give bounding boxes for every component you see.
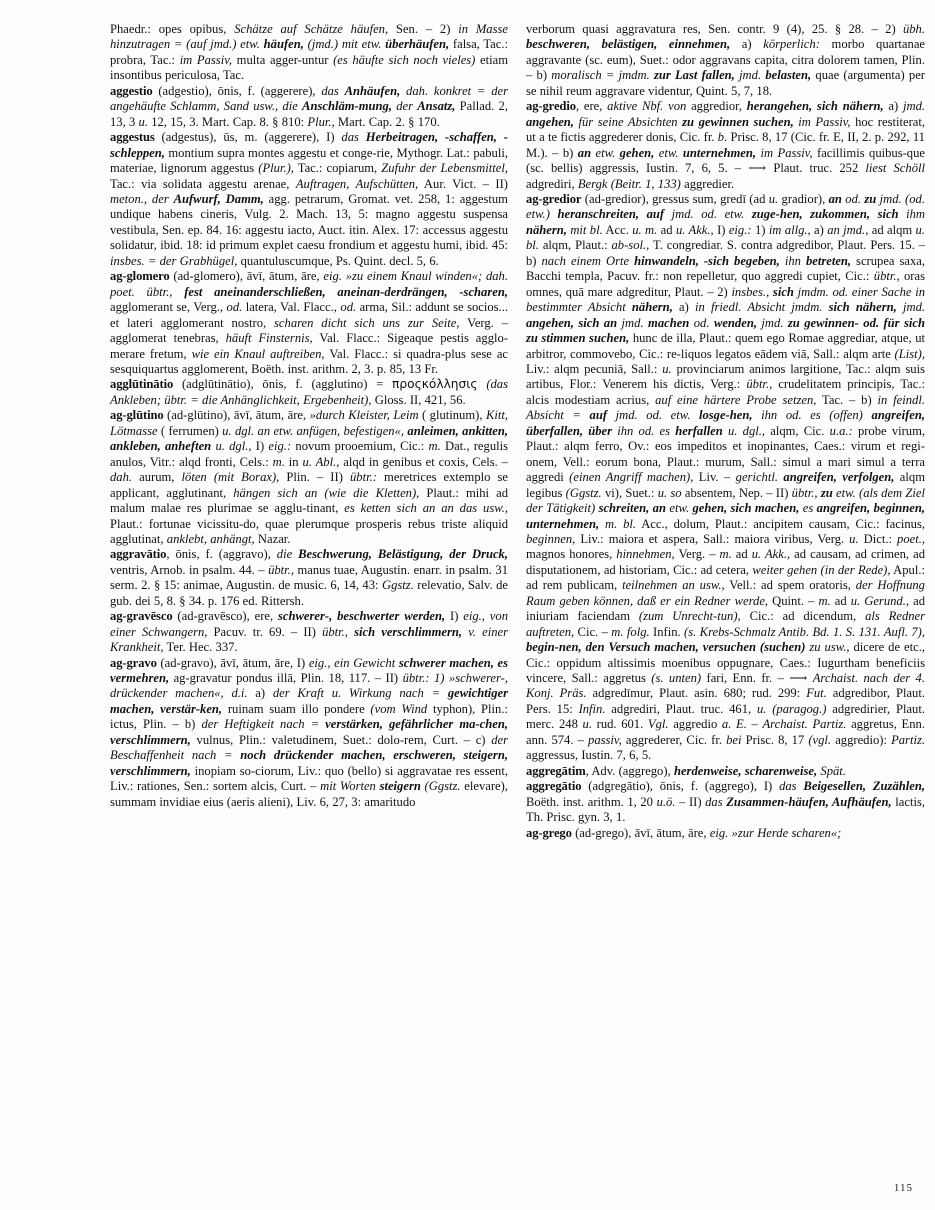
dictionary-entry: aggravātio, ōnis, f. (aggravo), die Beschwerung, Belästigung, der Druck, ventris, Arnob. in psalm. 44. – übtr., manus tuae, Augustin. enarr. in psalm. 31 serm. 2. § 15: animae, Augustin. de music. 6, 14, 43: Ggstz. relevatio, Salv. de gub. dei 5, 8. § 34. p. 176 ed. Rittersh. bbox=[110, 547, 509, 608]
left-column bbox=[110, 22, 508, 1172]
dictionary-entry: ag-gredior (ad-gredior), gressus sum, gredī (ad u. gradior), an od. zu jmd. (od. etw.) heranschreiten, auf jmd. od. etw. zuge-hen, zukommen, sich ihm nähern, mit bl. Acc. u. m. ad u. Akk., I) eig.: 1) im allg., a) an jmd., ad alqm u. bl. alqm, Plaut.: ab-sol., T. congrediar. S. contra adgredibor, Plaut. Pers. 15. – b) nach einem Orte hinwandeln, -sich begeben, ihn betreten, scrupea saxa, Bacchi templa, Pacuv. fr.: non repelletur, quo aggredi cupiet, Cic.: übtr., oras omnes, quā mare adgreditur, Plaut. – 2) insbes., sich jmdm. od. einer Sache in bestimmter Absicht nähern, a) in friedl. Absicht jmdm. sich nähern, jmd. angehen, sich an jmd. machen od. wenden, jmd. zu gewinnen- od. für sich zu stimmen suchen, hunc de illa, Plaut.: quem ego Romae aggrediar, atque, ut arbitror, commovebo, Cic.: re-liquos legatos eādem viā, Sall.: alqm arte (List), Liv.: alqm pecuniā, Sall.: u. provinciarum animos largitione, Tac.: alqm suis artibus, Flor.: Venerem his dictis, Verg.: übtr., crudelitatem principis, Tac.: alcis modestiam acrius, auf eine härtere Probe setzen, Tac. – b) in feindl. Absicht = auf jmd. od. etw. losge-hen, ihn od. es (offen) angreifen, überfallen, über ihn od. es herfallen u. dgl., alqm, Cic. u.a.: probe virum, Plaut.: alqm ferro, Ov.: eos impeditos et inopinantes, Caes.: virum et regi-onem, Vell.: eorum bona, Plaut.: murum, Sall.: simul a mari simul a terra aggredi (einen Angriff machen), Liv. – gerichtl. angreifen, verfolgen, alqm legibus (Ggstz. vi), Suet.: u. so absentem, Nep. – II) übtr., zu etw. (als dem Ziel der Tätigkeit) schreiten, an etw. gehen, sich machen, es angreifen, beginnen, unternehmen, m. bl. Acc., dolum, Plaut.: ancipitem causam, Cic.: facinus, beginnen, Liv.: maiora et aspera, Sall.: maiora viribus, Verg. u. Dict.: poet., magnos honores, hinnehmen, Verg. – m. ad u. Akk., ad causam, ad crimen, ad disputationem, ad historiam, Cic.: ad cetera, weiter gehen (in der Rede), Apul.: ad rem publicam, teilnehmen an usw., Vell.: ad spem oratoris, der Hoffnung Raum geben können, daß er ein Redner werde, Quint. – m. ad u. Gerund., ad iniuriam faciendam (zum Unrecht-tun), Cic.: ad dicendum, als Redner auftreten, Cic. – m. folg. Infin. (s. Krebs-Schmalz Antib. Bd. 1. S. 131. Aufl. 7), begin-nen, den Versuch machen, versuchen (suchen) zu usw., dicere de etc., Cic.: oppidum altissimis moenibus oppugnare, Caes.: Iugurtham beneficiis vincere, Sall.: aggretus (s. unten) fari, Enn. fr. – ⟶ Archaist. nach der 4. Konj. Präs. adgredīmur, Plaut. asin. 680; rud. 299: Fut. adgredibor, Plaut. Pers. 15: Infin. adgrediri, Plaut. truc. 461, u. (paragog.) adgredirier, Plaut. merc. 248 u. rud. 601. Vgl. aggredio a. E. – Archaist. Partiz. aggretus, Enn. ann. 574. – passiv, aggrederer, Cic. fr. bei Prisc. 8, 17 (vgl. aggredio): Partiz. aggressus, Iustin. 7, 6, 5. bbox=[526, 191, 926, 763]
dictionary-entry: ag-glūtino (ad-glūtino), āvī, ātum, āre, »durch Kleister, Leim ( glutinum), Kitt, Lötmasse ( ferrumen) u. dgl. an etw. anfügen, befestigen«, anleimen, ankitten, ankleben, anheften u. dgl., I) eig.: novum prooemium, Cic.: m. Dat., regulis anulos, Vitr.: alqd fronti, Cels.: m. in u. Abl., alqd in genibus et coxis, Cels. – dah. aurum, löten (mit Borax), Plin. – II) übtr.: meretrices extemplo se applicant, agglutinant, hängen sich an (wie die Kletten), Plaut.: mihi ad malum malae res plurimae se agglu-tinant, es ketten sich an an das usw., Plaut.: fortunae vicissitu-do, quae plerumque prosperis rebus triste aliquid agglutinat, anklebt, anhängt, Nazar. bbox=[110, 408, 509, 546]
dictionary-entry: ag-glomero (ad-glomero), āvī, ātum, āre, eig. »zu einem Knaul winden«; dah. poet. übtr., fest aneinanderschließen, aneinan-derdrängen, -scharen, agglomerant se, Verg., od. latera, Val. Flacc., od. arma, Sil.: addunt se socios... et lateri agglomerant nostro, scharen dicht sich uns zur Seite, Verg. – agglomerat tenebras, häuft Finsternis, Val. Flacc.: Sigeaque pestis agglo-merare fretum, wie ein Knaul auftreiben, Val. Flacc.: si quadra-plus sese ac sesquiquartus agglomerent, Boëth. inst. arithm. 2, 3. p. 85, 13 Fr. bbox=[110, 269, 509, 376]
dictionary-entry: ag-gredio, ere, aktive Nbf. von aggredior, herangehen, sich nähern, a) jmd. angehen, für seine Absichten zu gewinnen suchen, im Passiv, hoc restiterat, ut a te fictis aggrederer donis, Cic. fr. b. Prisc. 8, 17 (Cic. fr. E, II, 2. p. 292, 11 M.). – b) an etw. gehen, etw. unternehmen, im Passiv, facillimis quibus-que (sc. bellis) aggressis, Iustin. 7, 6, 5. – ⟶ Plaut. truc. 252 liest Schöll adgrediri, Bergk (Beitr. 1, 133) aggredier. bbox=[526, 99, 926, 191]
dictionary-entry: aggregātio (adgregātio), ōnis, f. (aggrego), I) das Beigesellen, Zuzählen, Boëth. inst. arithm. 1, 20 u.ö. – II) das Zusammen-häufen, Aufhäufen, lactis, Th. Prisc. gyn. 3, 1. bbox=[526, 779, 925, 825]
dictionary-entry: ag-grego (ad-grego), āvī, ātum, āre, eig. »zur Herde scharen«; bbox=[526, 825, 842, 840]
dictionary-entry: agglūtinātio (adglūtinātio), ōnis, f. (agglutino) = προςκόλλησις (das Ankleben; übtr. = die Anhänglichkeit, Ergebenheit), Gloss. II, 421, 56. bbox=[110, 377, 509, 407]
dictionary-entry: ag-gravēsco (ad-gravēsco), ere, schwerer-, beschwerter werden, I) eig., von einer Schwangern, Pacuv. tr. 69. – II) übtr., sich verschlimmern, v. einer Krankheit, Ter. Hec. 337. bbox=[110, 609, 508, 655]
dictionary-entry: Phaedr.: opes opibus, Schätze auf Schätze häufen, Sen. – 2) in Masse hinzutragen = (auf jmd.) etw. häufen, (jmd.) mit etw. überhäufen, falsa, Tac.: probra, Tac.: im Passiv, multa agger-untur (es häufte sich noch vieles) etiam insontibus periculosa, Tac. bbox=[110, 22, 508, 83]
right-column bbox=[526, 22, 925, 1172]
page-number: 115 bbox=[893, 1182, 913, 1194]
dictionary-entry: aggestus (adgestus), ūs, m. (aggerere), I) das Herbeitragen, -schaffen, -schleppen, montium supra montes aggestu et conge-rie, Mythogr. Lat.: pabuli, materiae, lignorum aggestus (Plur.), Tac.: copiarum, Zufuhr der Lebensmittel, Tac.: via solidata aggestu arenae, Auftragen, Aufschütten, Aur. Vict. – II) meton., der Aufwurf, Damm, agg. petrarum, Gromat. vet. 258, 1: aggestum undique habens cineris, Vulg. 2. Mach. 13, 5: magno aggestu suspensa vestibula, Sen. ep. 84. 16: aggestu iacto, Auct. itin. Alex. 17: accessus aggestu solidatur, ibid. 18: id primum explet caesu frondium et aggestu humi, ibid. 45: insbes. = der Grabhügel, quantuluscumque, Ps. Quint. decl. 5, 6. bbox=[110, 130, 508, 268]
dictionary-entry: aggestio (adgestio), ōnis, f. (aggerere), das Anhäufen, dah. konkret = der angehäufte Schlamm, Sand usw., die Anschläm-mung, der Ansatz, Pallad. 2, 13, 3 u. 12, 15, 3. Mart. Cap. 8. § 810: Plur., Mart. Cap. 2. § 170. bbox=[110, 83, 508, 129]
dictionary-entry: aggregātim, Adv. (aggrego), herdenweise, scharenweise, Spät. bbox=[526, 763, 846, 778]
dictionary-entry: verborum quasi aggravatura res, Sen. contr. 9 (4), 25. § 28. – 2) übh. beschweren, belästigen, einnehmen, a) körperlich: morbo quartanae aggravante (sc. eum), Suet.: odor aggravans capita, citra dolorem tamen, Plin. – b) moralisch = jmdm. zur Last fallen, jmd. belasten, quae (argumenta) per se nihil reum aggravare videntur, Quint. 5, 7, 18. bbox=[526, 22, 926, 98]
page-columns bbox=[110, 22, 925, 1172]
dictionary-entry: ag-gravo (ad-gravo), āvī, ātum, āre, I) eig., ein Gewicht schwerer machen, es vermehren, ag-gravatur pondus illā, Plin. 18, 117. – II) übtr.: 1) »schwerer-, drückender machen«, d.i. a) der Kraft u. Wirkung nach = gewichtiger machen, verstär-ken, ruinam suam illo pondere (vom Wind typhon), Plin.: ictus, Plin. – b) der Heftigkeit nach = verstärken, gefährlicher ma-chen, verschlimmern, vulnus, Plin.: valetudinem, Suet.: dolo-rem, Curt. – c) der Beschaffenheit nach = noch drückender machen, erschweren, steigern, verschlimmern, inopiam so-ciorum, Liv.: quo (bello) si aggravatae res essent, Liv.: rationes, Sen.: sortem alcis, Curt. – mit Worten steigern (Ggstz. elevare), summam invidiae eius (aeris alieni), Liv. 6, 27, 3: amaritudo bbox=[110, 655, 509, 809]
